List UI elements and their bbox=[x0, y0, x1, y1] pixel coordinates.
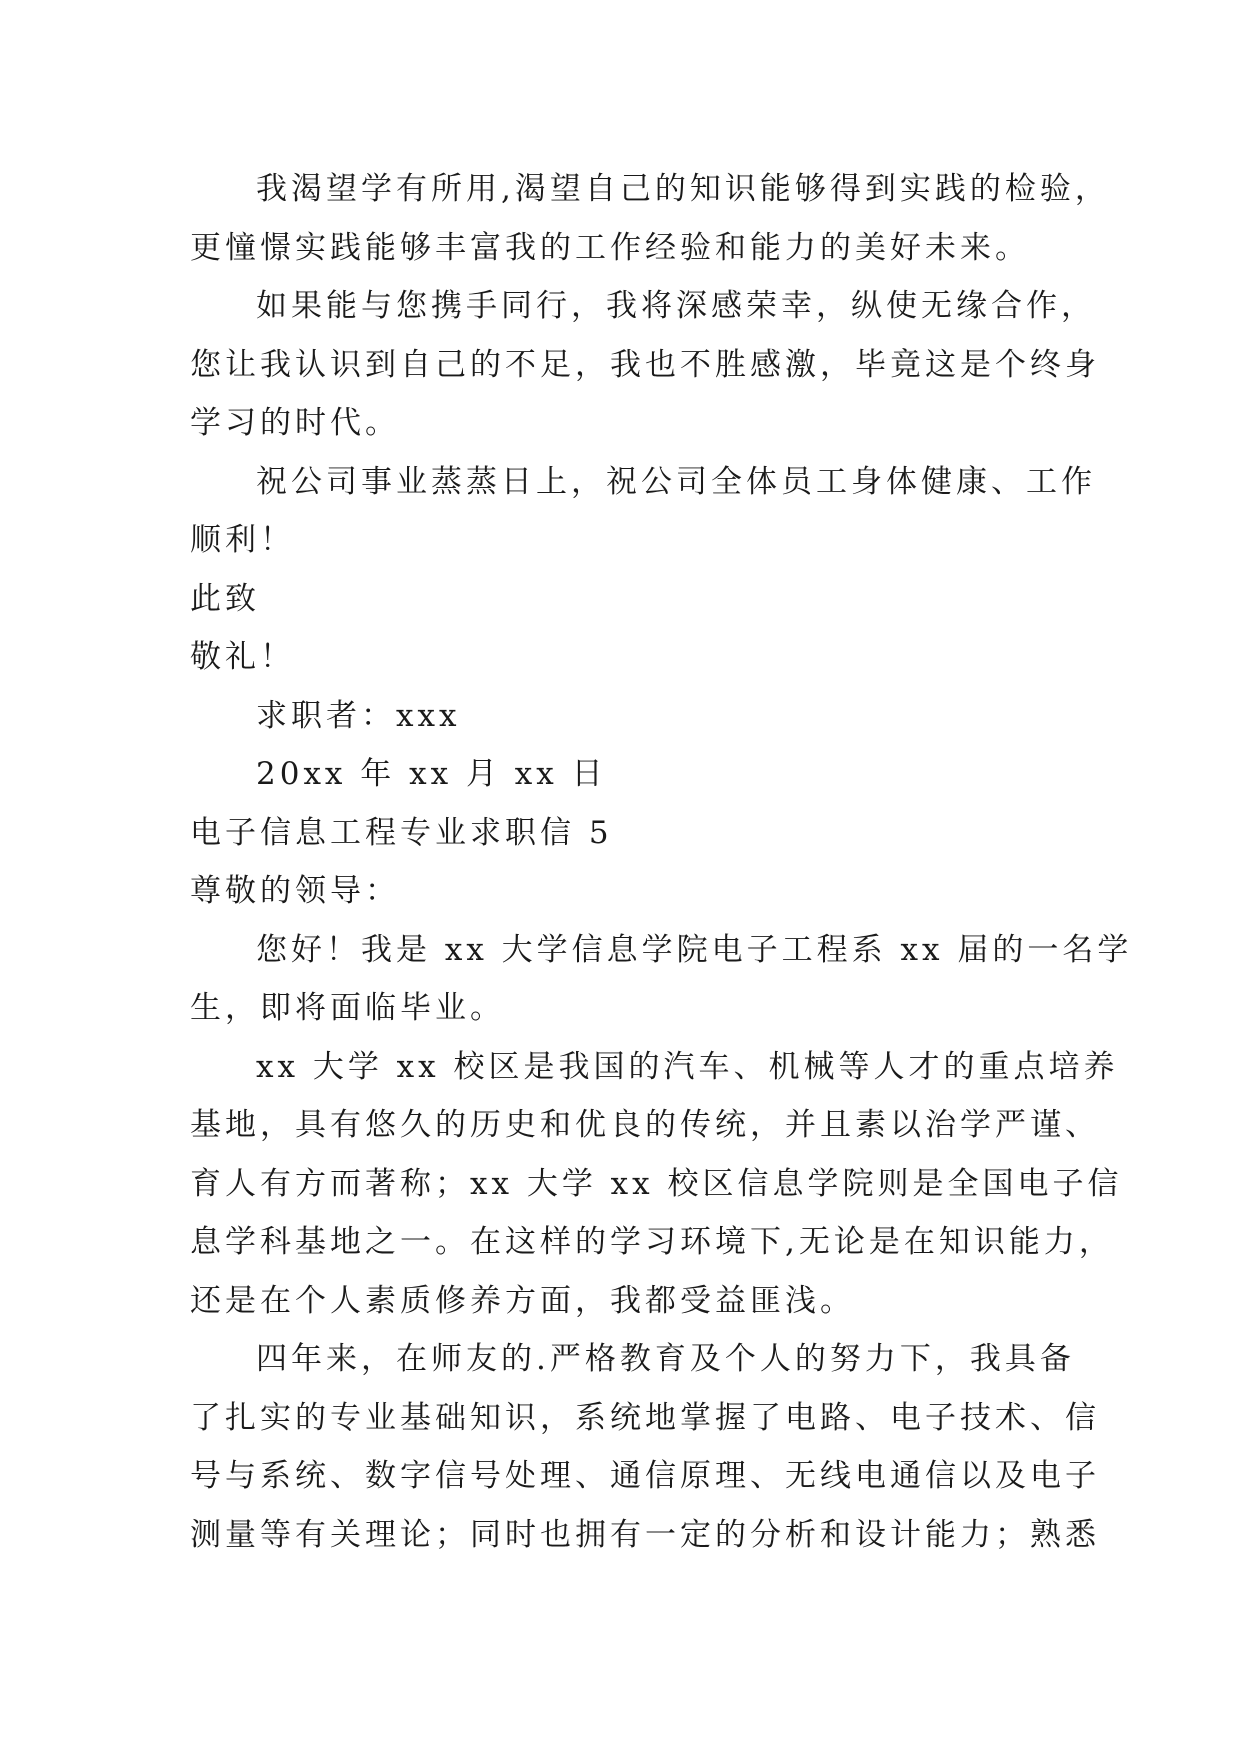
document-body bbox=[190, 160, 1133, 1564]
section-title: 电子信息工程专业求职信 5 bbox=[190, 814, 613, 851]
text-line: 息学科基地之一。在这样的学习环境下,无论是在知识能力， bbox=[190, 1224, 1114, 1260]
text-line: 四年来，在师友的.严格教育及个人的努力下，我具备 bbox=[256, 1341, 1075, 1377]
signature-date: 20xx 年 xx 月 xx 日 bbox=[256, 756, 607, 792]
text-line: 还是在个人素质修养方面，我都受益匪浅。 bbox=[190, 1282, 855, 1319]
text-line: 您让我认识到自己的不足，我也不胜感激，毕竟这是个终身 bbox=[190, 346, 1100, 383]
text-line: 育人有方而著称；xx 大学 xx 校区信息学院则是全国电子信 bbox=[190, 1165, 1123, 1202]
text-line: 号与系统、数字信号处理、通信原理、无线电通信以及电子 bbox=[190, 1458, 1100, 1494]
text-line: 我渴望学有所用,渴望自己的知识能够得到实践的检验， bbox=[256, 171, 1110, 207]
text-line: 生，即将面临毕业。 bbox=[190, 990, 505, 1026]
text-line: 您好！我是 xx 大学信息学院电子工程系 xx 届的一名学 bbox=[256, 931, 1133, 968]
text-line: xx 大学 xx 校区是我国的汽车、机械等人才的重点培养 bbox=[256, 1048, 1119, 1085]
closing-regards: 敬礼！ bbox=[190, 639, 295, 675]
text-line: 基地，具有悠久的历史和优良的传统，并且素以治学严谨、 bbox=[190, 1107, 1100, 1143]
closing-salutation: 此致 bbox=[190, 580, 260, 617]
text-line: 了扎实的专业基础知识，系统地掌握了电路、电子技术、信 bbox=[190, 1399, 1100, 1436]
text-line: 顺利！ bbox=[190, 522, 295, 558]
text-line: 祝公司事业蒸蒸日上，祝公司全体员工身体健康、工作 bbox=[256, 463, 1096, 500]
text-line: 学习的时代。 bbox=[190, 405, 400, 441]
text-line: 更憧憬实践能够丰富我的工作经验和能力的美好未来。 bbox=[190, 229, 1030, 266]
signature-applicant: 求职者：xxx bbox=[256, 697, 461, 734]
text-line: 测量等有关理论；同时也拥有一定的分析和设计能力；熟悉 bbox=[190, 1516, 1100, 1553]
text-line: 如果能与您携手同行，我将深感荣幸，纵使无缘合作， bbox=[256, 288, 1096, 324]
letter-greeting: 尊敬的领导： bbox=[190, 873, 400, 909]
